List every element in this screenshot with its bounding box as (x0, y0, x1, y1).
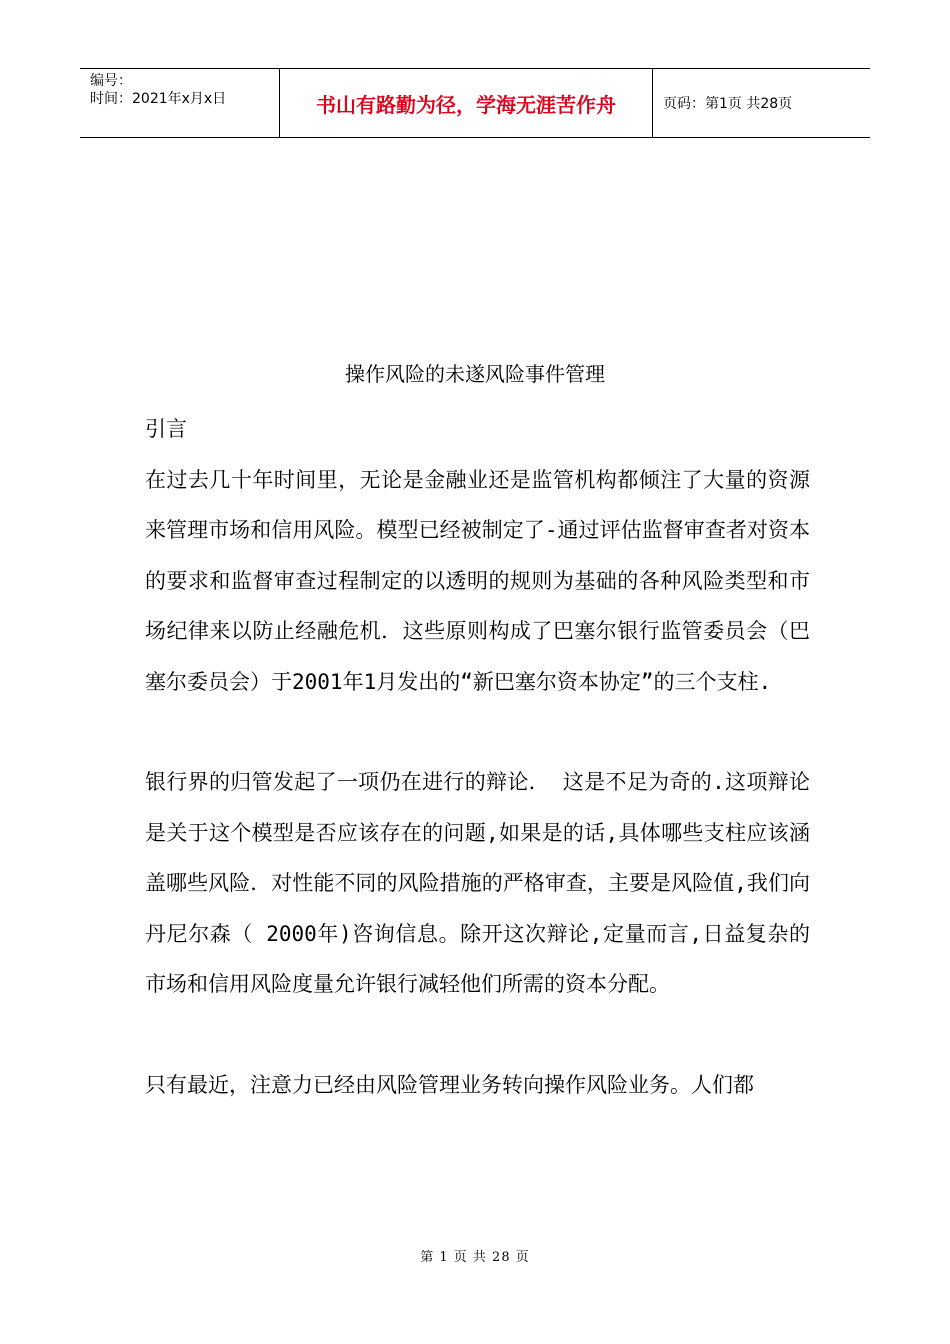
document-title: 操作风险的未遂风险事件管理 (345, 362, 605, 386)
document-body (145, 404, 810, 1110)
document-date-label: 时间：2021年x月x日 (90, 91, 227, 107)
section-heading: 引言 (145, 417, 187, 441)
page-header (80, 68, 870, 138)
document-number-label: 编号： (90, 73, 132, 89)
body-paragraph-2: 银行界的归管发起了一项仍在进行的辩论． 这是不足为奇的.这项辩论是关于这个模型是否应该存在的问题,如果是的话,具体哪些支柱应该涵盖哪些风险．对性能不同的风险措施的严格审查，主要是风险值,我们向丹尼尔森（ 2000年)咨询信息。除开这次辩论,定量而言,日益复杂的市场和信用风险度量允许银行减轻他们所需的资本分配。 (145, 770, 810, 996)
body-paragraph-3: 只有最近，注意力已经由风险管理业务转向操作风险业务。人们都 (145, 1072, 754, 1097)
header-motto: 书山有路勤为径，学海无涯苦作舟 (280, 69, 653, 137)
body-paragraph-1: 在过去几十年时间里，无论是金融业还是监管机构都倾注了大量的资源来管理市场和信用风险。模型已经被制定了-通过评估监督审查者对资本的要求和监督审查过程制定的以透明的规则为基础的各种风险类型和市场纪律来以防止经融危机．这些原则构成了巴塞尔银行监管委员会（巴塞尔委员会）于2001年1月发出的“新巴塞尔资本协定”的三个支柱. (145, 467, 810, 694)
page-footer: 第 1 页 共 28 页 (420, 1250, 530, 1265)
header-page-indicator: 页码：第1页 共28页 (663, 96, 793, 112)
header-meta (80, 69, 280, 137)
